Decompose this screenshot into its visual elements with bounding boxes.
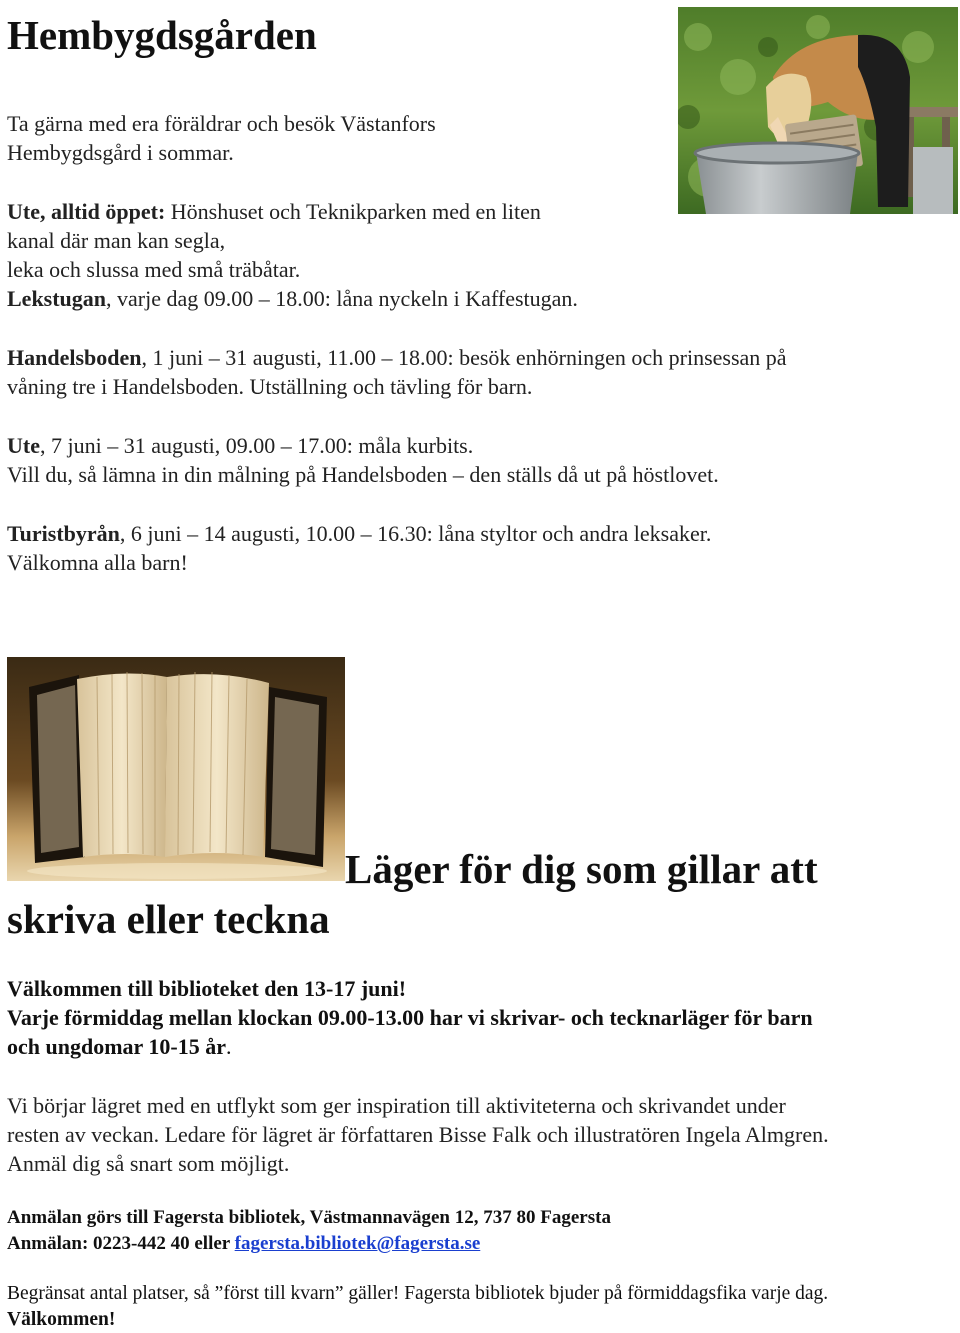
camp-desc-1: Vi börjar lägret med en utflykt som ger inspiration till aktiviteterna och skrivandet under [7,1093,786,1118]
ute-kurbits-line [7,431,473,460]
turistbyran-label: Turistbyrån [7,521,120,546]
camp-ages-end: . [226,1034,232,1059]
camp-desc-3: Anmäl dig så snart som möjligt. [7,1151,290,1176]
camp-desc-2: resten av veckan. Ledare för lägret är författaren Bisse Falk och illustratören Ingela Almgren. [7,1122,829,1147]
camp-ages-line [7,1032,232,1061]
turistbyran-line-2: Välkomna alla barn! [7,550,188,575]
camp-heading-2: skriva eller teckna [7,896,330,942]
intro-line-1: Ta gärna med era föräldrar och besök Västanfors [7,111,436,136]
open-book-photo [7,657,345,881]
handelsboden-label: Handelsboden [7,345,142,370]
ute-open-label: Ute, alltid öppet: [7,199,166,224]
ute-open-line [7,197,541,226]
ute-kurbits-label: Ute [7,433,40,458]
limited-seats-note: Begränsat antal platser, så ”först till kvarn” gäller! Fagersta bibliotek bjuder på förmiddagsfika varje dag. [7,1283,829,1304]
child-washtub-photo [678,7,958,214]
lekstugan-label: Lekstugan [7,286,107,311]
handelsboden-line-2: våning tre i Handelsboden. Utställning och tävling för barn. [7,374,533,399]
lekstugan-text: , varje dag 09.00 – 18.00: låna nyckeln i Kaffestugan. [106,286,578,311]
ute-open-text: Hönshuset och Teknikparken med en liten [165,199,541,224]
ute-open-line-2: kanal där man kan segla, [7,228,226,253]
ute-open-line-3: leka och slussa med små träbåtar. [7,257,301,282]
turistbyran-line [7,519,711,548]
camp-heading-1: Läger för dig som gillar att [345,846,818,892]
ute-kurbits-line-2: Vill du, så lämna in din målning på Handelsboden – den ställs då ut på höstlovet. [7,462,719,487]
turistbyran-text: , 6 juni – 14 augusti, 10.00 – 16.30: låna styltor och andra leksaker. [119,521,712,546]
camp-ages: och ungdomar 10-15 år [7,1034,226,1059]
lekstugan-line [7,284,578,313]
registration-address: Anmälan görs till Fagersta bibliotek, Västmannavägen 12, 737 80 Fagersta [7,1207,611,1228]
camp-welcome: Välkommen till biblioteket den 13-17 juni! [7,976,407,1001]
registration-email-link[interactable]: fagersta.bibliotek@fagersta.se [234,1233,481,1254]
registration-phone-line [7,1231,480,1257]
handelsboden-line [7,343,787,372]
intro-line-2: Hembygdsgård i sommar. [7,140,234,165]
ute-kurbits-text: , 7 juni – 31 augusti, 09.00 – 17.00: måla kurbits. [39,433,474,458]
handelsboden-text: , 1 juni – 31 augusti, 11.00 – 18.00: besök enhörningen och prinsessan på [141,345,787,370]
page-title: Hembygdsgården [7,12,317,58]
registration-phone: Anmälan: 0223-442 40 eller [7,1233,235,1254]
closing-welcome: Välkommen! [7,1309,116,1330]
camp-mornings: Varje förmiddag mellan klockan 09.00-13.00 har vi skrivar- och tecknarläger för barn [7,1005,813,1030]
